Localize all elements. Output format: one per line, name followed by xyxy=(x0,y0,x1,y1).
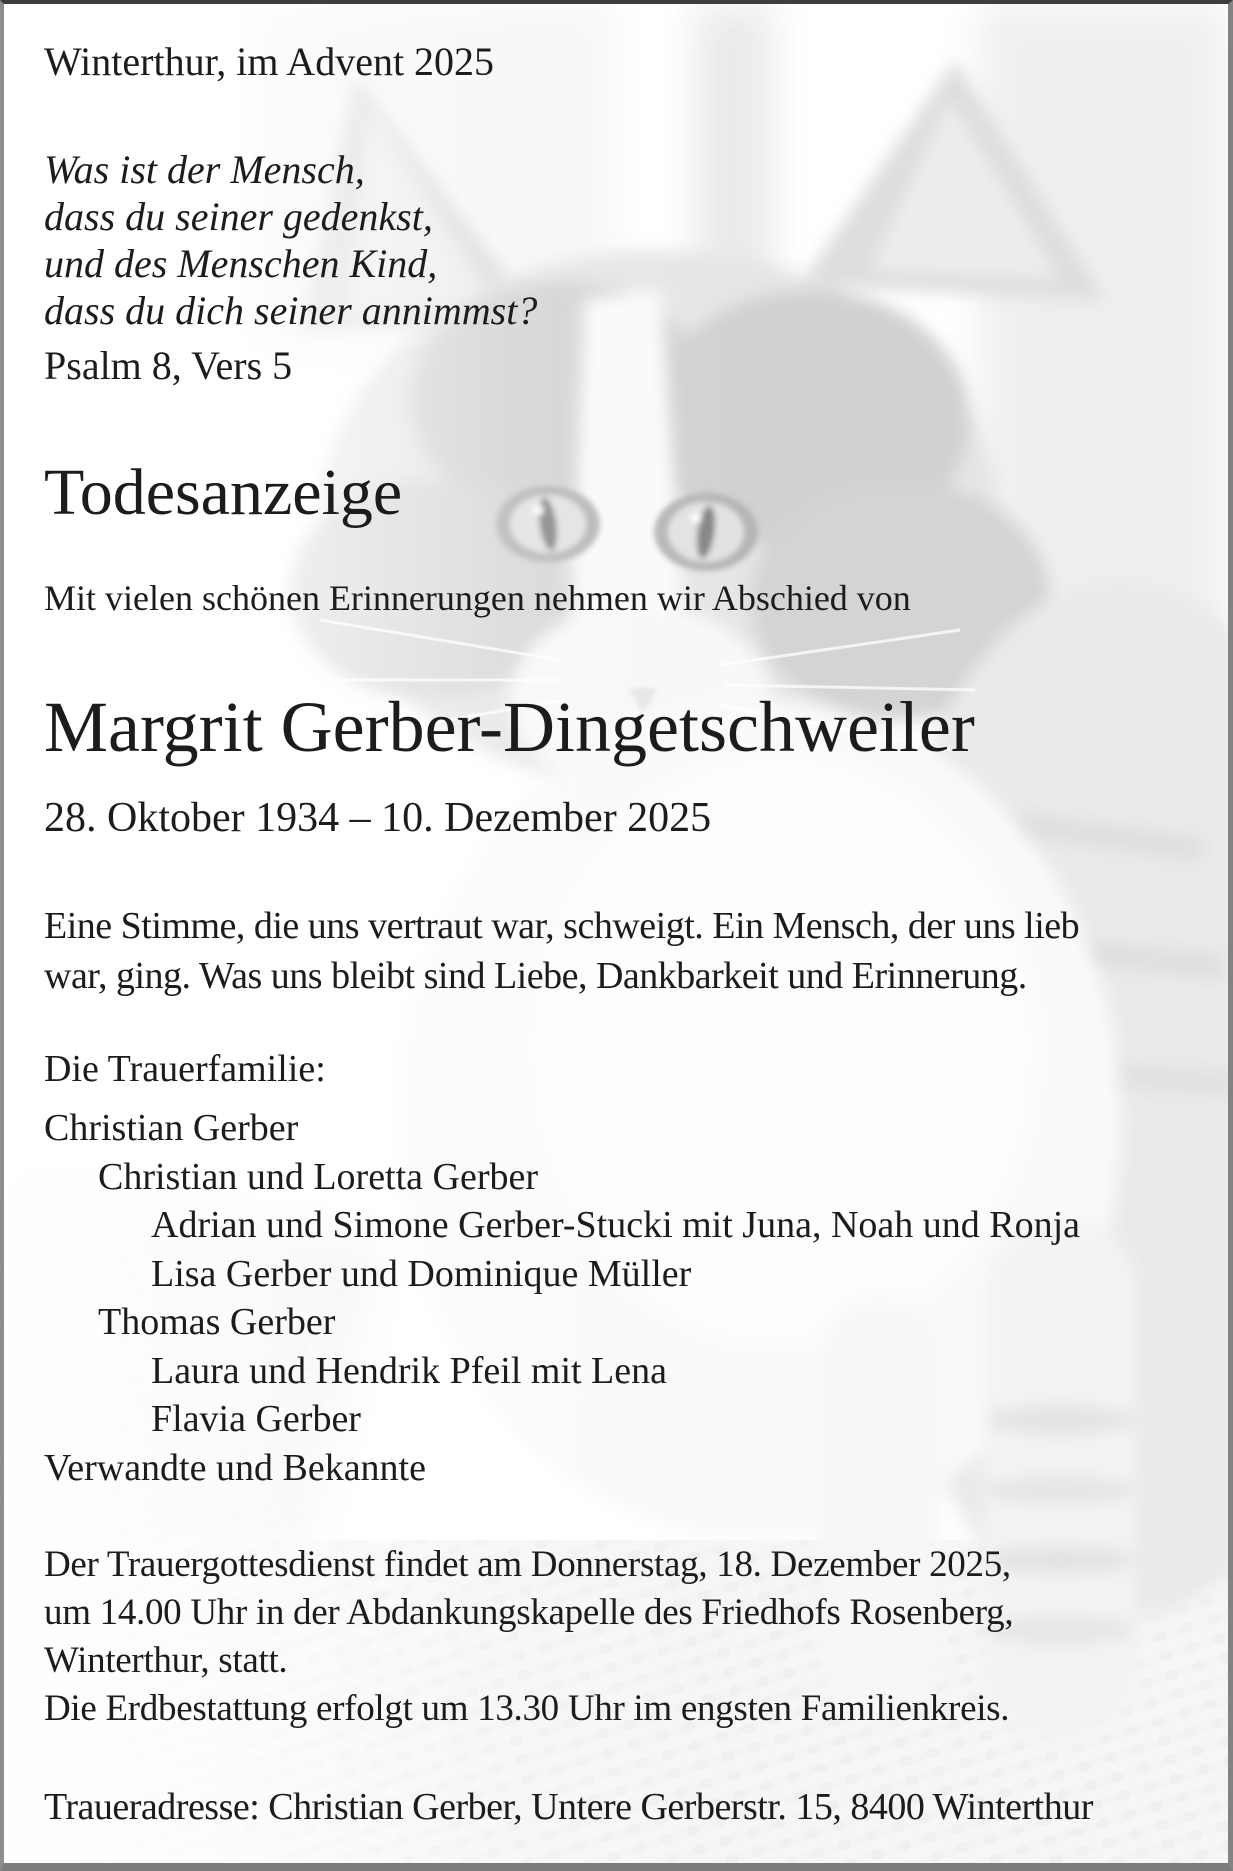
quote-line: dass du dich seiner annimmst? xyxy=(44,288,538,333)
family-member: Christian Gerber xyxy=(44,1107,299,1149)
quote-line: dass du seiner gedenkst, xyxy=(44,194,433,239)
notice-heading: Todesanzeige xyxy=(44,456,403,529)
obituary-line: war, ging. Was uns bleibt sind Liebe, Dankbarkeit und Erinnerung. xyxy=(44,955,1027,997)
family-member: Laura und Hendrik Pfeil mit Lena xyxy=(151,1349,668,1392)
mourning-address: Traueradresse: Christian Gerber, Untere Gerberstr. 15, 8400 Winterthur xyxy=(44,1786,1093,1828)
obituary-line: Eine Stimme, die uns vertraut war, schweigt. Ein Mensch, der uns lieb xyxy=(44,905,1080,947)
quote-line: und des Menschen Kind, xyxy=(44,241,438,286)
family-list xyxy=(44,1104,1080,1492)
service-details xyxy=(44,1541,1013,1733)
service-line: Der Trauergottesdienst findet am Donnerstag, 18. Dezember 2025, xyxy=(44,1544,1011,1585)
service-line: Winterthur, statt. xyxy=(44,1640,288,1681)
service-line: Die Erdbestattung erfolgt um 13.30 Uhr im engsten Familienkreis. xyxy=(44,1688,1010,1729)
family-label: Die Trauerfamilie: xyxy=(44,1048,326,1090)
family-member: Flavia Gerber xyxy=(151,1398,361,1440)
family-member: Lisa Gerber und Dominique Müller xyxy=(151,1252,692,1295)
scripture-quote xyxy=(44,146,537,334)
family-member: Thomas Gerber xyxy=(98,1301,336,1343)
service-line: um 14.00 Uhr in der Abdankungskapelle des Friedhofs Rosenberg, xyxy=(44,1592,1014,1633)
quote-source: Psalm 8, Vers 5 xyxy=(44,343,293,388)
intro-line: Mit vielen schönen Erinnerungen nehmen wir Abschied von xyxy=(44,578,911,618)
family-member: Adrian und Simone Gerber-Stucki mit Juna, Noah und Ronja xyxy=(151,1204,1081,1246)
family-member: Verwandte und Bekannte xyxy=(44,1446,426,1489)
life-dates: 28. Oktober 1934 – 10. Dezember 2025 xyxy=(44,795,712,841)
deceased-name: Margrit Gerber-Dingetschweiler xyxy=(44,687,975,767)
obituary-text xyxy=(44,901,1079,1001)
quote-line: Was ist der Mensch, xyxy=(44,147,365,192)
family-member: Christian und Loretta Gerber xyxy=(98,1155,539,1198)
dateline: Winterthur, im Advent 2025 xyxy=(44,39,495,84)
